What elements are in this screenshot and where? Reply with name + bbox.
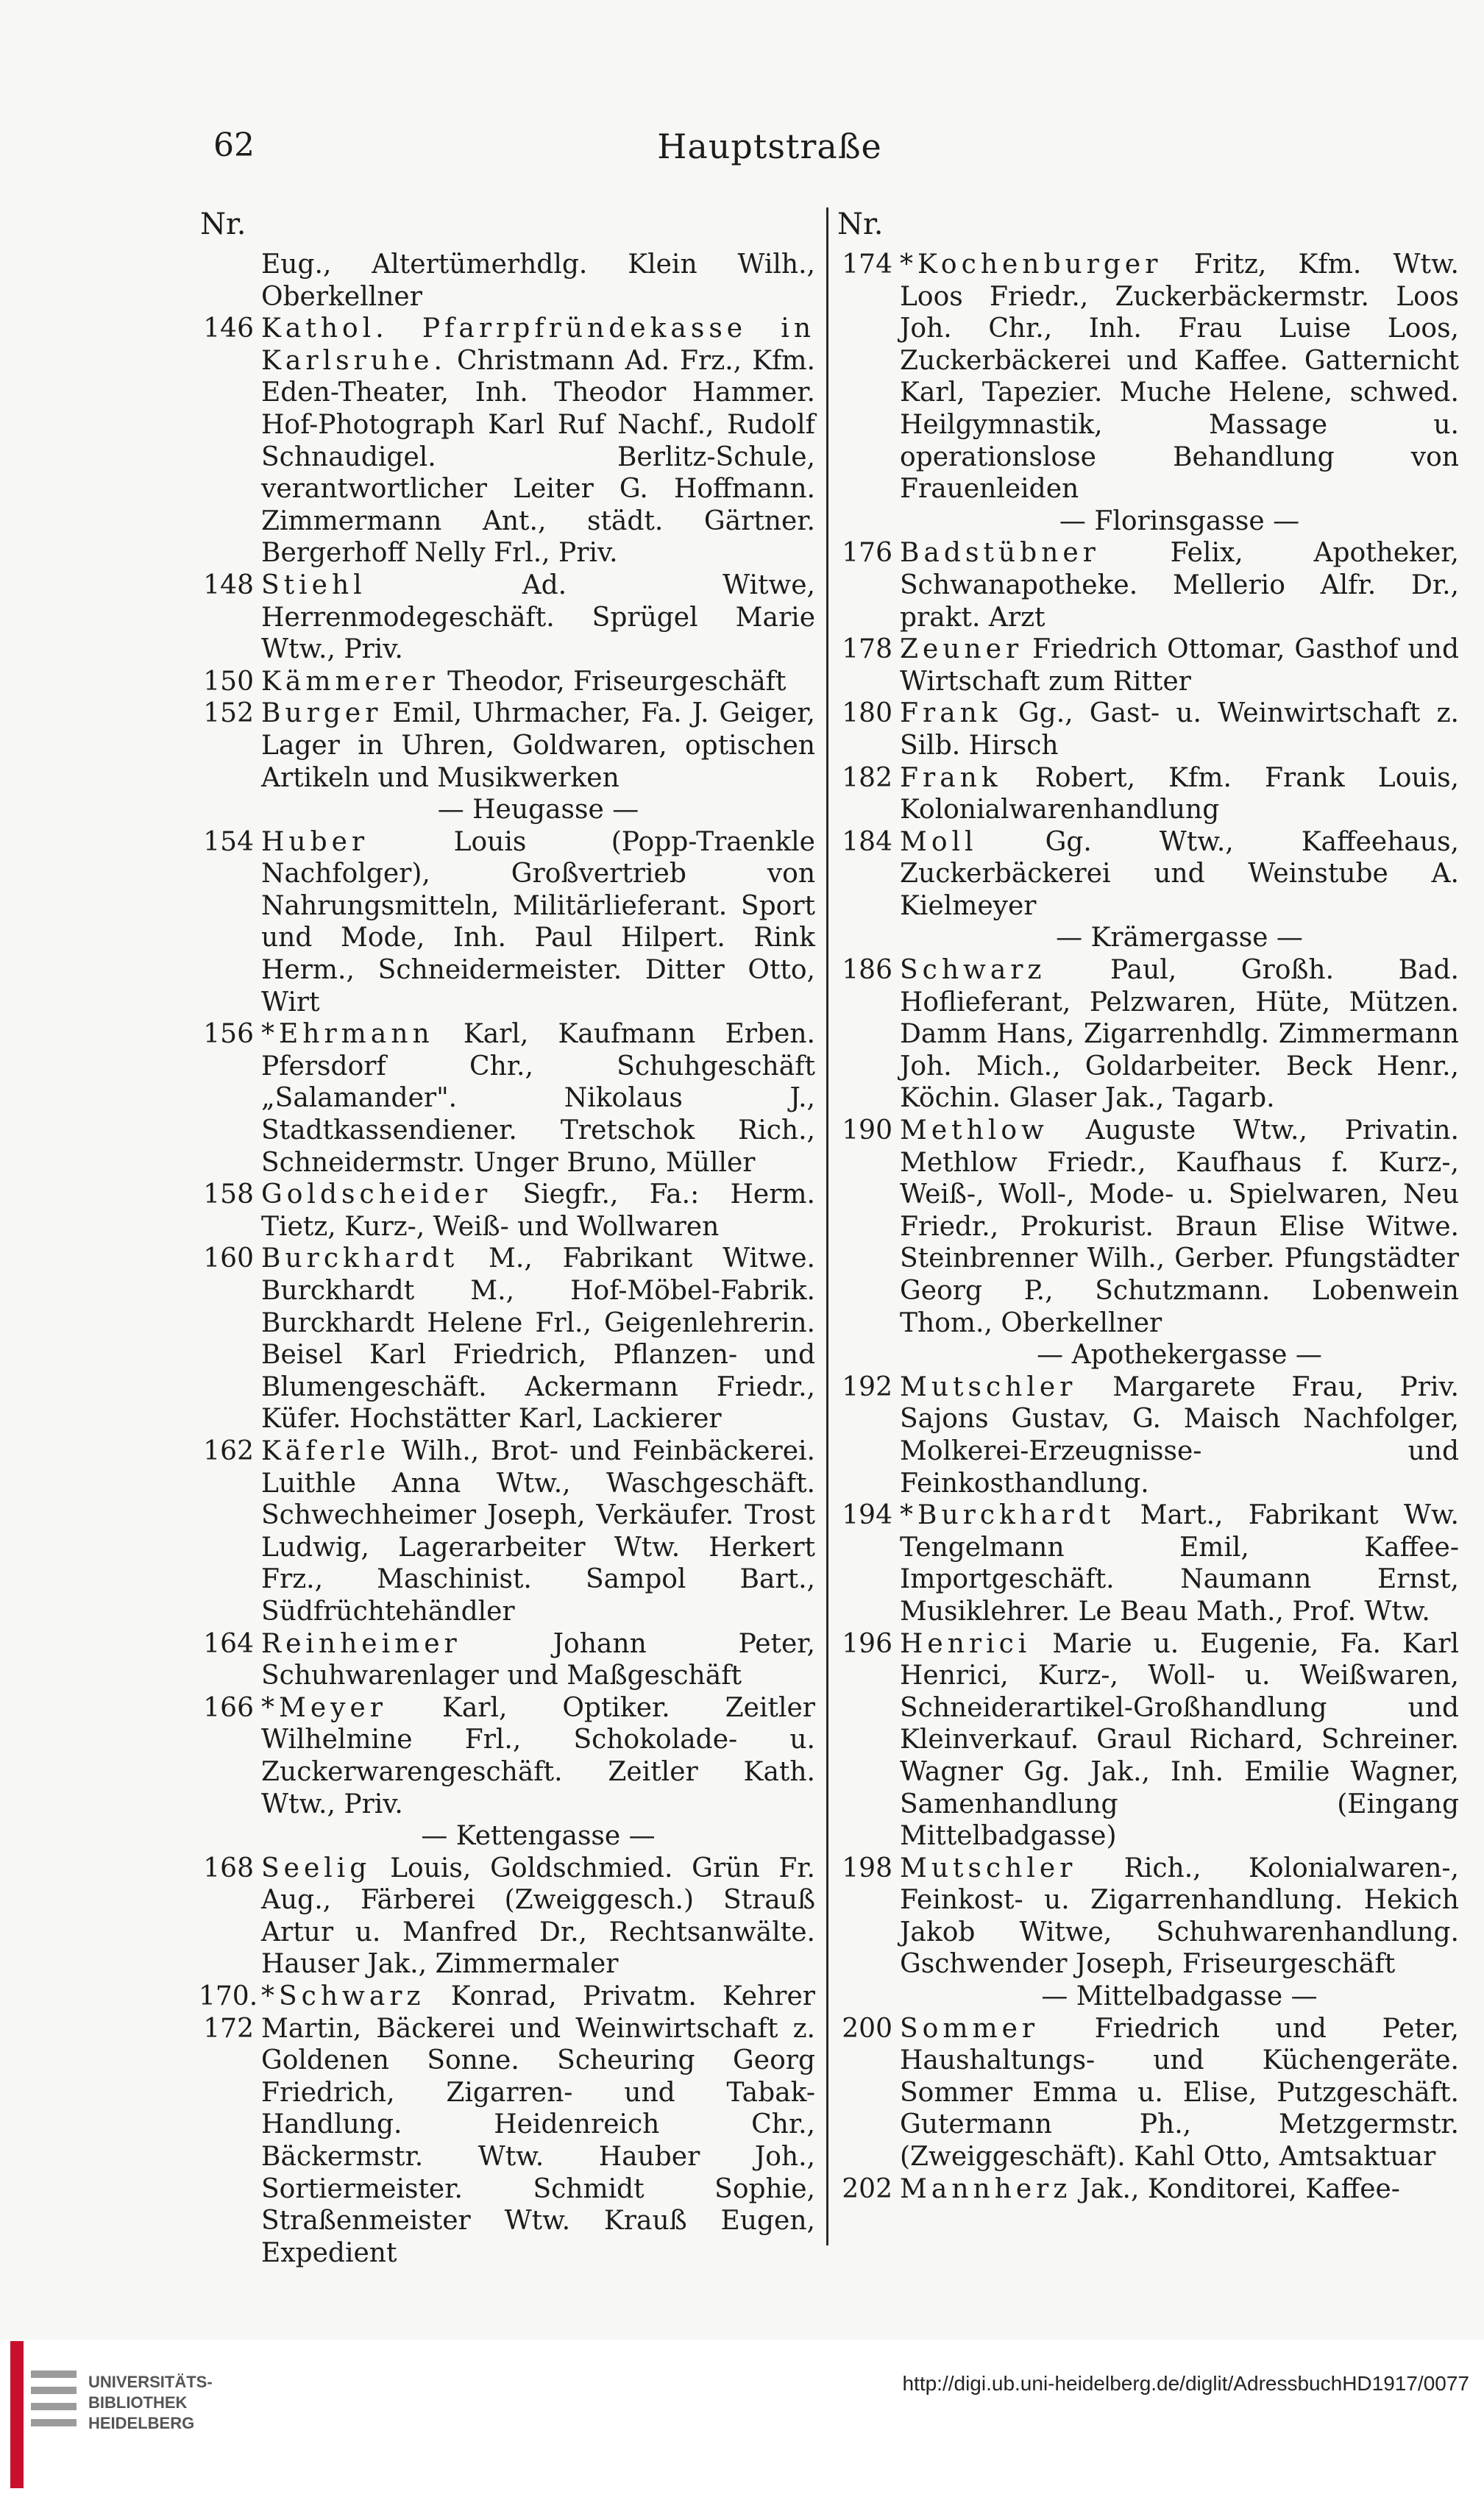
entry-text: Gg., Gast- u. Weinwirtschaft z. Silb. Hirsch bbox=[900, 698, 1459, 761]
house-number: 190 bbox=[842, 1115, 892, 1146]
house-number: 180 bbox=[842, 698, 892, 729]
owner-name: *Kochenburger bbox=[900, 249, 1162, 280]
source-url-link[interactable]: http://digi.ub.uni-heidelberg.de/diglit/AdressbuchHD1917/0077 bbox=[902, 2372, 1469, 2395]
owner-name: Reinheimer bbox=[261, 1628, 461, 1659]
address-entry bbox=[837, 537, 1459, 633]
owner-name: Mutschler bbox=[900, 1371, 1077, 1402]
address-entry bbox=[837, 633, 1459, 697]
entry-text: Mart., Fabrikant Ww. Tengelmann Emil, Kaffee-Importgeschäft. Naumann Ernst, Musiklehrer. Le Beau Math., Prof. Wtw. bbox=[900, 1500, 1459, 1627]
address-entry bbox=[837, 1628, 1459, 1853]
address-entry bbox=[199, 249, 815, 313]
owner-name: Mannherz bbox=[900, 2173, 1072, 2204]
library-name-line1: UNIVERSITÄTS- bbox=[88, 2373, 213, 2391]
house-number: 182 bbox=[842, 762, 892, 793]
owner-name: *Burckhardt bbox=[900, 1500, 1115, 1531]
address-entry bbox=[837, 2013, 1459, 2173]
address-entry bbox=[199, 1435, 815, 1628]
owner-name: Schwarz bbox=[900, 955, 1046, 986]
entry-text: Karl, Optiker. Zeitler Wilhelmine Frl., Schokolade- u. Zuckerwarengeschäft. Zeitler Kath. Wtw., Priv. bbox=[261, 1692, 815, 1819]
address-entry bbox=[199, 1179, 815, 1243]
page-number: 62 bbox=[213, 127, 255, 164]
entry-text: Eug., Altertümerhdlg. Klein Wilh., Oberkellner bbox=[261, 249, 815, 312]
address-entry bbox=[837, 697, 1459, 761]
house-number: 164 bbox=[203, 1628, 254, 1659]
address-entry bbox=[199, 666, 815, 698]
entry-text: Paul, Großh. Bad. Hoflieferant, Pelzwaren, Hüte, Mützen. Damm Hans, Zigarrenhdlg. Zimmermann Joh. Mich., Goldarbeiter. Beck Henr., Köchin. Glaser Jak., Tagarb. bbox=[900, 955, 1459, 1114]
house-number: 192 bbox=[842, 1371, 892, 1402]
address-entry bbox=[837, 1853, 1459, 1981]
owner-name: Methlow bbox=[900, 1115, 1048, 1146]
right-column bbox=[837, 249, 1459, 2235]
entry-text: Fritz, Kfm. Wtw. Loos Friedr., Zuckerbäckermstr. Loos Joh. Chr., Inh. Frau Luise Loos, Zuckerbäckerei und Kaffee. Gatternicht Karl, Tapezier. Muche Helene, schwed. Heilgymnastik, Massage u. operationslose Behandlung von Frauenleiden bbox=[900, 249, 1459, 505]
house-number: 200 bbox=[842, 2013, 892, 2044]
entry-text: Friedrich und Peter, Haushaltungs- und Küchengeräte. Sommer Emma u. Elise, Putzgeschäft. Gutermann Ph., Metzgermstr. (Zweiggeschäft). Kahl Otto, Amtsaktuar bbox=[900, 2013, 1459, 2173]
address-entry bbox=[199, 697, 815, 794]
address-entry bbox=[837, 1499, 1459, 1627]
owner-name: Burckhardt bbox=[261, 1243, 459, 1274]
column-heading-right: Nr. bbox=[837, 207, 884, 241]
entry-text: Wilh., Brot- und Feinbäckerei. Luithle Anna Wtw., Waschgeschäft. Schwechheimer Joseph, Verkäufer. Trost Ludwig, Lagerarbeiter Wtw. Herkert Frz., Maschinist. Sampol Bart., Südfrüchtehändler bbox=[261, 1435, 815, 1627]
house-number: 156 bbox=[203, 1019, 254, 1050]
address-entry bbox=[837, 954, 1459, 1115]
page-header bbox=[213, 127, 1326, 171]
address-entry bbox=[199, 1243, 815, 1435]
library-name-line3: HEIDELBERG bbox=[88, 2414, 195, 2432]
entry-text: Robert, Kfm. Frank Louis, Kolonialwarenhandlung bbox=[900, 762, 1459, 825]
street-heading: — Florinsgasse — bbox=[1059, 505, 1300, 536]
entry-text: Christmann Ad. Frz., Kfm. Eden-Theater, Inh. Theodor Hammer. Hof-Photograph Karl Ruf Nachf., Rudolf Schnaudigel. Berlitz-Schule, verantwortlicher Leiter G. Hoffmann. Zimmermann Ant., städt. Gärtner. Bergerhoff Nelly Frl., Priv. bbox=[261, 345, 815, 569]
owner-name: *Schwarz bbox=[261, 1981, 425, 2012]
house-number: 160 bbox=[203, 1243, 254, 1274]
street-heading: — Kettengasse — bbox=[421, 1821, 656, 1852]
house-number: 152 bbox=[203, 698, 254, 729]
house-number: 168 bbox=[203, 1853, 254, 1883]
entry-text: Emil, Uhrmacher, Fa. J. Geiger, Lager in Uhren, Goldwaren, optischen Artikeln und Musikwerken bbox=[261, 698, 815, 793]
entry-text: Margarete Frau, Priv. Sajons Gustav, G. Maisch Nachfolger, Molkerei-Erzeugnisse- und Feinkosthandlung. bbox=[900, 1371, 1459, 1499]
address-entry bbox=[837, 1115, 1459, 1339]
address-entry bbox=[837, 249, 1459, 505]
entry-text: Auguste Wtw., Privatin. Methlow Friedr., Kaufhaus f. Kurz-, Weiß-, Woll-, Mode- u. Spielwaren, Neu Friedr., Prokurist. Braun Elise Witwe. Steinbrenner Wilh., Gerber. Pfungstädter Georg P., Schutzmann. Lobenwein Thom., Oberkellner bbox=[900, 1115, 1459, 1338]
footer bbox=[0, 2340, 1484, 2500]
library-logo-bar bbox=[10, 2341, 24, 2488]
house-number: 162 bbox=[203, 1435, 254, 1466]
entry-text: Gg. Wtw., Kaffeehaus, Zuckerbäckerei und Weinstube A. Kielmeyer bbox=[900, 826, 1459, 921]
entry-text: Siegfr., Fa.: Herm. Tietz, Kurz-, Weiß- und Wollwaren bbox=[261, 1179, 815, 1242]
owner-name: Huber bbox=[261, 826, 369, 857]
owner-name: Burger bbox=[261, 698, 383, 729]
house-number: 170. 172 bbox=[199, 1981, 258, 2044]
entry-text: M., Fabrikant Witwe. Burckhardt M., Hof-Möbel-Fabrik. Burckhardt Helene Frl., Geigenlehrerin. Beisel Karl Friedrich, Pflanzen- und Blumengeschäft. Ackermann Friedr., Küfer. Hochstätter Karl, Lackierer bbox=[261, 1243, 815, 1435]
owner-name: Henrici bbox=[900, 1628, 1032, 1659]
running-title: Hauptstraße bbox=[657, 127, 882, 166]
owner-name: Moll bbox=[900, 826, 978, 857]
owner-name: Frank bbox=[900, 698, 1002, 729]
street-heading: — Heugasse — bbox=[437, 795, 639, 825]
address-entry bbox=[199, 1981, 815, 2269]
address-entry bbox=[837, 826, 1459, 923]
entry-text: Theodor, Friseurgeschäft bbox=[447, 666, 787, 697]
entry-text: Jak., Konditorei, Kaffee- bbox=[1079, 2173, 1400, 2204]
owner-name: Seelig bbox=[261, 1853, 372, 1883]
library-name-line2: BIBLIOTHEK bbox=[88, 2393, 188, 2412]
address-entry bbox=[199, 569, 815, 666]
house-number: 158 bbox=[203, 1179, 254, 1210]
address-entry bbox=[199, 313, 815, 569]
owner-name: Zeuner bbox=[900, 634, 1023, 665]
entry-text: Ad. Witwe, Herrenmodegeschäft. Sprügel Marie Wtw., Priv. bbox=[261, 569, 815, 665]
left-column bbox=[199, 249, 815, 2268]
house-number: 184 bbox=[842, 826, 892, 857]
entry-text: Louis (Popp-Traenkle Nachfolger), Großvertrieb von Nahrungsmitteln, Militärlieferant. Sport und Mode, Inh. Paul Hilpert. Rink Herm., Schneidermeister. Ditter Otto, Wirt bbox=[261, 826, 815, 1018]
house-number: 178 bbox=[842, 634, 892, 665]
house-number: 150 bbox=[203, 666, 254, 697]
owner-name: Mutschler bbox=[900, 1853, 1077, 1883]
entry-text: Marie u. Eugenie, Fa. Karl Henrici, Kurz-, Woll- u. Weißwaren, Schneiderartikel-Großhandlung und Kleinverkauf. Graul Richard, Schreiner. Wagner Gg. Jak., Inh. Emilie Wagner, Samenhandlung (Eingang Mittelbadgasse) bbox=[900, 1628, 1459, 1852]
street-heading: — Mittelbadgasse — bbox=[1041, 1981, 1318, 2012]
house-number: 146 bbox=[203, 313, 254, 344]
owner-name: *Meyer bbox=[261, 1692, 388, 1723]
street-heading: — Krämergasse — bbox=[1056, 923, 1303, 954]
address-entry bbox=[199, 1628, 815, 1692]
entry-text: Louis, Goldschmied. Grün Fr. Aug., Färberei (Zweiggesch.) Strauß Artur u. Manfred Dr., Rechtsanwälte. Hauser Jak., Zimmermaler bbox=[261, 1853, 815, 1980]
entry-text: Karl, Kaufmann Erben. Pfersdorf Chr., Schuhgeschäft „Salamander". Nikolaus J., Stadtkassendiener. Tretschok Rich., Schneidermstr. Unger Bruno, Müller bbox=[261, 1019, 815, 1178]
address-entry bbox=[837, 1371, 1459, 1499]
house-number: 148 bbox=[203, 569, 254, 600]
house-number: 186 bbox=[842, 955, 892, 986]
address-entry bbox=[837, 762, 1459, 826]
house-number: 194 bbox=[842, 1500, 892, 1531]
owner-name: Sommer bbox=[900, 2013, 1040, 2044]
entry-text: Felix, Apotheker, Schwanapotheke. Mellerio Alfr. Dr., prakt. Arzt bbox=[900, 538, 1459, 633]
owner-name: Stiehl bbox=[261, 569, 366, 600]
address-entry bbox=[199, 1018, 815, 1179]
street-heading: — Apothekergasse — bbox=[1037, 1340, 1322, 1371]
house-number: 154 bbox=[203, 826, 254, 857]
column-heading-left: Nr. bbox=[200, 207, 246, 241]
house-number: 196 bbox=[842, 1628, 892, 1659]
library-logo-icon bbox=[31, 2371, 82, 2444]
owner-name: Badstübner bbox=[900, 538, 1100, 569]
library-name bbox=[88, 2372, 213, 2434]
entry-text: Rich., Kolonialwaren-, Feinkost- u. Zigarrenhandlung. Hekich Jakob Witwe, Schuhwarenhandlung. Gschwender Joseph, Friseurgeschäft bbox=[900, 1853, 1459, 1980]
owner-name: *Ehrmann bbox=[261, 1019, 434, 1050]
house-number: 166 bbox=[203, 1692, 254, 1723]
owner-name: Kathol. Pfarrpfründekasse in Karlsruhe. bbox=[261, 313, 815, 376]
owner-name: Käferle bbox=[261, 1435, 391, 1466]
house-number: 174 bbox=[842, 249, 892, 280]
address-entry bbox=[199, 1853, 815, 1981]
address-entry bbox=[837, 2173, 1459, 2206]
owner-name: Frank bbox=[900, 762, 1002, 793]
house-number: 198 bbox=[842, 1853, 892, 1883]
entry-text: Johann Peter, Schuhwarenlager und Maßgeschäft bbox=[261, 1628, 815, 1691]
address-entry bbox=[199, 1692, 815, 1820]
house-number: 202 bbox=[842, 2173, 892, 2204]
owner-name: Kämmerer bbox=[261, 666, 439, 697]
column-divider bbox=[826, 207, 828, 2245]
entry-text: Konrad, Privatm. Kehrer Martin, Bäckerei und Weinwirtschaft z. Goldenen Sonne. Scheuring Georg Friedrich, Zigarren- und Tabak-Handlung. Heidenreich Chr., Bäckermstr. Wtw. Hauber Joh., Sortiermeister. Schmidt Sophie, Straßenmeister Wtw. Krauß Eugen, Expedient bbox=[261, 1981, 815, 2268]
owner-name: Goldscheider bbox=[261, 1179, 492, 1210]
address-entry bbox=[199, 826, 815, 1019]
entry-text: Friedrich Ottomar, Gasthof und Wirtschaft zum Ritter bbox=[900, 634, 1459, 697]
house-number: 176 bbox=[842, 538, 892, 569]
